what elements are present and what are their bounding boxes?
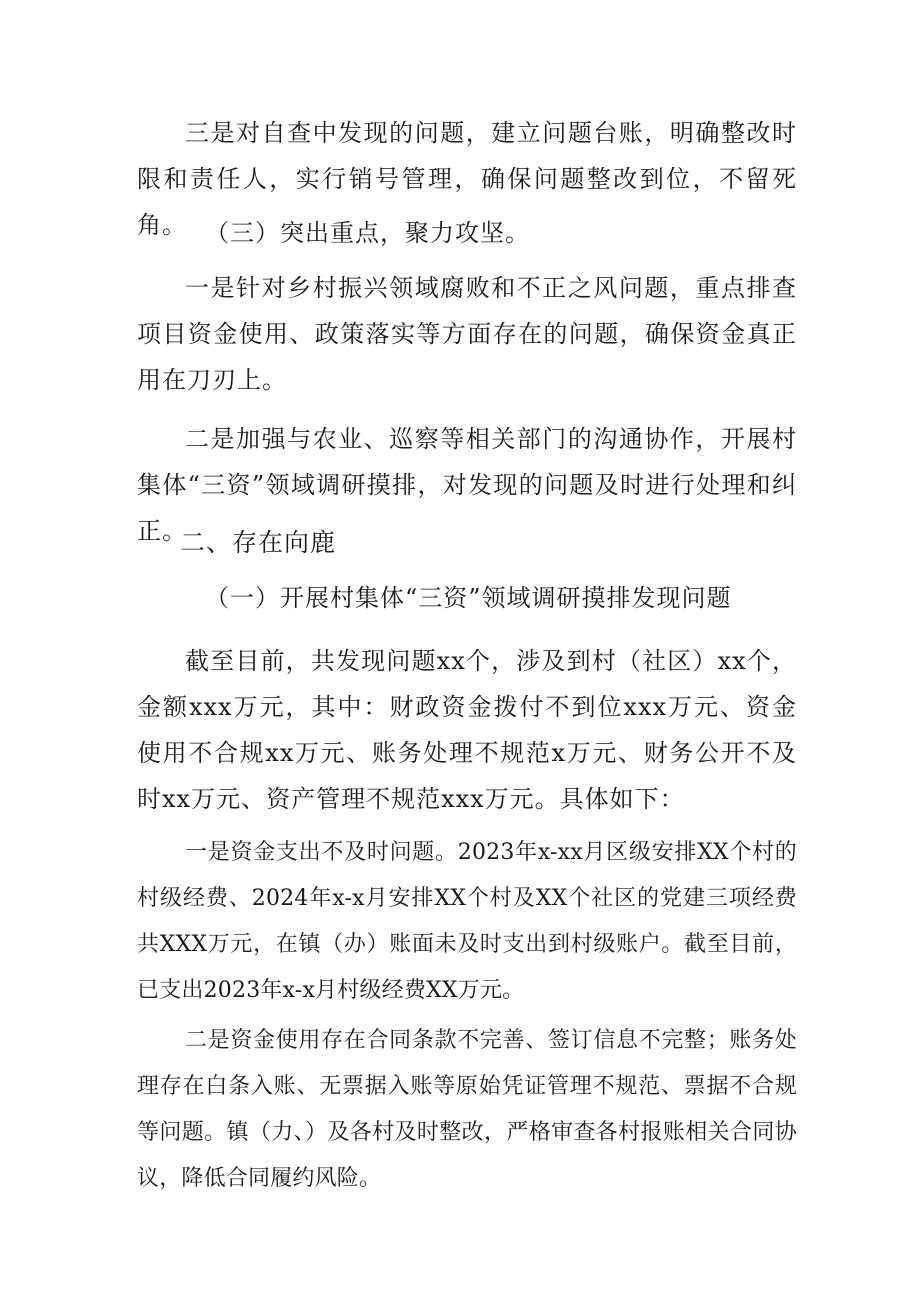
- paragraph-issue-1: 一是资金支出不及时问题。2023年x-xx月区级安排XX个村的村级经费、2024年x-x月安排XX个村及XX个社区的党建三项经费共XXX万元，在镇（办）账面未及时支出到村级账户。截至目前，已支出2023年x-x月村级经费XX万元。: [137, 840, 797, 1003]
- paragraph-focus-1: 一是针对乡村振兴领域腐败和不正之风问题，重点排查项目资金使用、政策落实等方面存在的问题，确保资金真正用在刀刃上。: [137, 274, 797, 394]
- paragraph-issue-2: 二是资金使用存在合同条款不完善、签订信息不完整；账务处理存在白条入账、无票据入账等原始凭证管理不规范、票据不合规等问题。镇（力、）及各村及时整改，严格审查各村报账相关合同协议，降低合同履约风险。: [137, 1028, 797, 1191]
- paragraph-focus-2: 二是加强与农业、巡察等相关部门的沟通协作，开展村集体“三资”领域调研摸排，对发现的问题及时进行处理和纠正。: [137, 425, 797, 545]
- paragraph-fix-measures: 三是对自查中发现的问题，建立问题台账，明确整改时限和责任人，实行销号管理，确保问题整改到位，不留死角。: [137, 119, 797, 239]
- paragraph-summary: 截至目前，共发现问题xx个，涉及到村（社区）xx个，金额xxx万元，其中：财政资金拨付不到位xxx万元、资金使用不合规xx万元、账务处理不规范x万元、财务公开不及时xx万元、资产管理不规范xxx万元。具体如下：: [137, 647, 797, 813]
- subheading-survey-findings: （一）开展村集体“三资”领域调研摸排发现问题: [205, 584, 732, 612]
- subheading-focus: （三）突出重点，聚力攻坚。: [205, 219, 530, 247]
- section-title-problems: 二、存在向鹿: [180, 528, 337, 557]
